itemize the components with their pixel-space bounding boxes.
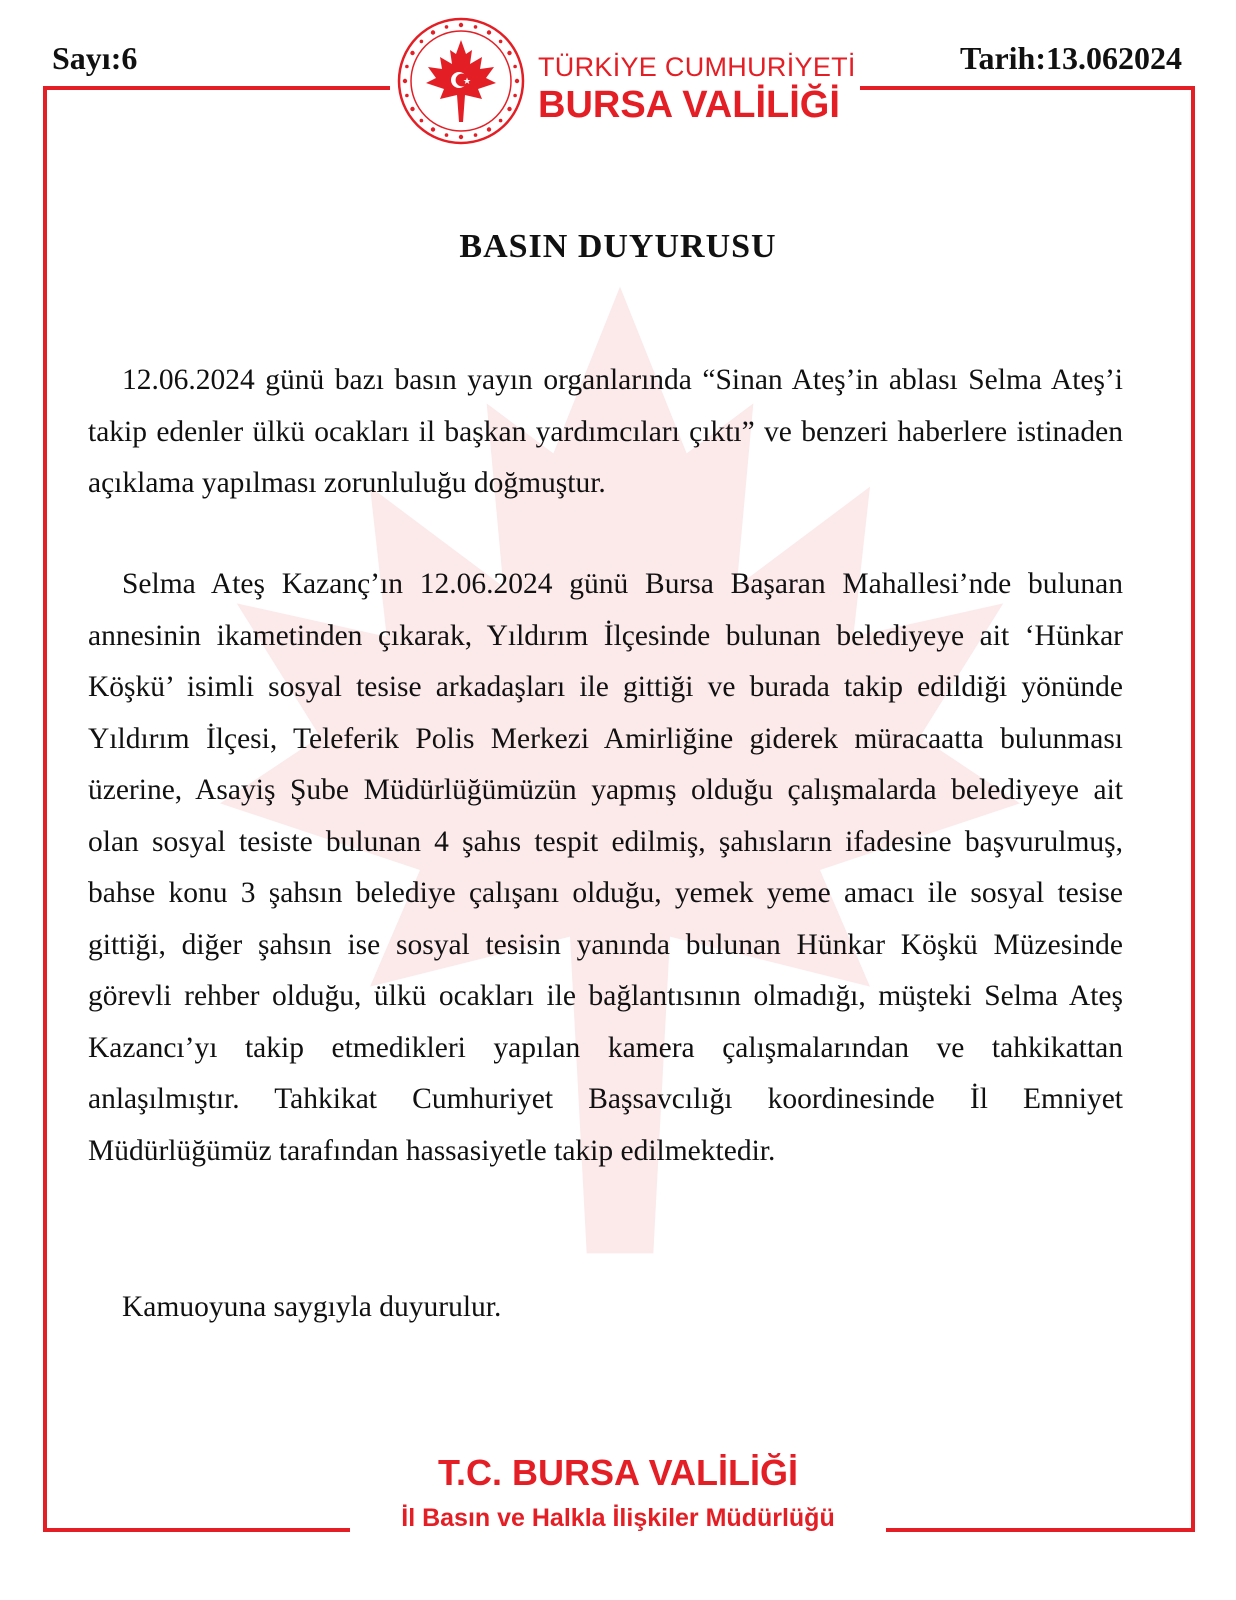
document-number: Sayı:6 — [52, 40, 138, 76]
paragraph-1: 12.06.2024 günü bazı basın yayın organlarında “Sinan Ateş’in ablası Selma Ateş’i takip edenler ülkü ocakları il başkan yardımcıları çıktı” ve benzeri haberlere istinaden açıklama yapılması zorunluluğu doğmuştur. — [88, 364, 1123, 499]
footer-institution: T.C. BURSA VALİLİĞİ — [438, 1452, 798, 1493]
footer-department: İl Basın ve Halkla İlişkiler Müdürlüğü — [401, 1504, 835, 1532]
page-title: BASIN DUYURUSU — [459, 228, 777, 265]
seal-icon — [396, 16, 526, 146]
governorship-logo — [390, 14, 860, 146]
logo-title-line2: BURSA VALİLİĞİ — [538, 84, 840, 126]
footer — [350, 1448, 886, 1558]
logo-title-line1: TÜRKİYE CUMHURİYETİ — [538, 52, 856, 82]
paragraph-2: Selma Ateş Kazanç’ın 12.06.2024 günü Bursa Başaran Mahallesi’nde bulunan annesinin ikametinden çıkarak, Yıldırım İlçesinde bulunan belediyeye ait ‘Hünkar Köşkü’ isimli sosyal tesise arkadaşları ile gittiği ve burada takip edildiği yönünde Yıldırım İlçesi, Teleferik Polis Merkezi Amirliğine giderek müracaatta bulunması üzerine, Asayiş Şube Müdürlüğümüzün yapmış olduğu çalışmalarda belediyeye ait olan sosyal tesiste bulunan 4 şahıs tespit edilmiş, şahısların ifadesine başvurulmuş, bahse konu 3 şahsın belediye çalışanı olduğu, yemek yeme amacı ile sosyal tesise gittiği, diğer şahsın ise sosyal tesisin yanında bulunan Hünkar Köşkü Müzesinde görevli rehber olduğu, ülkü ocakları ile bağlantısının olmadığı, müşteki Selma Ateş Kazancı’yı takip etmedikleri yapılan kamera çalışmalarından ve tahkikattan anlaşılmıştır. Tahkikat Cumhuriyet Başsavcılığı koordinesinde İl Emniyet Müdürlüğümüz tarafından hassasiyetle takip edilmektedir. — [88, 568, 1123, 1167]
document-date: Tarih:13.062024 — [960, 40, 1182, 76]
paragraph-closing: Kamuoyuna saygıyla duyurulur. — [122, 1291, 502, 1323]
